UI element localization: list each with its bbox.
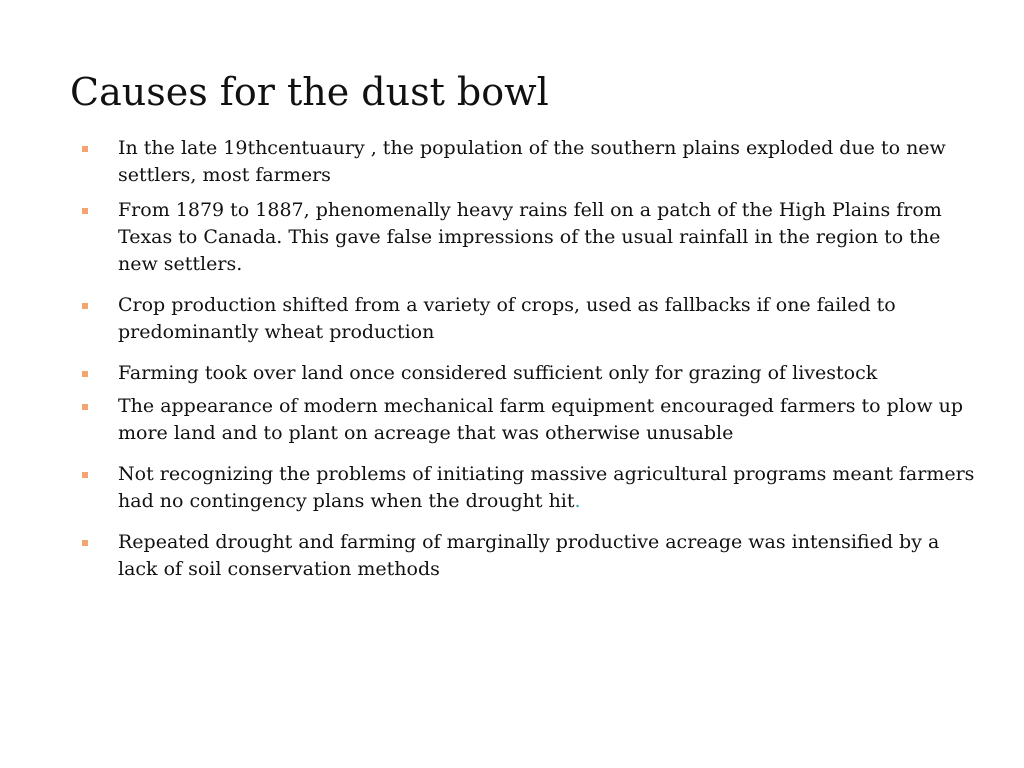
bullet-square-icon [82, 472, 88, 478]
bullet-item [80, 292, 980, 346]
bullet-item [80, 461, 980, 515]
bullet-square-icon [82, 208, 88, 214]
bullet-square-icon [82, 371, 88, 377]
bullet-item [80, 197, 980, 278]
bullet-text: Farming took over land once considered sufficient only for grazing of livestock [118, 362, 878, 384]
bullet-text: In the late 19thcentuaury , the population of the southern plains exploded due to new settlers, most farmers [118, 137, 946, 186]
bullet-item [80, 393, 980, 447]
bullet-square-icon [82, 146, 88, 152]
bullet-item [80, 360, 980, 387]
bullet-square-icon [82, 404, 88, 410]
bullet-trailing-period: . [574, 490, 581, 512]
bullet-square-icon [82, 303, 88, 309]
bullet-item [80, 135, 980, 189]
bullet-text: Repeated drought and farming of marginally productive acreage was intensified by a lack of soil conservation methods [118, 531, 940, 580]
bullet-text: Crop production shifted from a variety of crops, used as fallbacks if one failed to predominantly wheat production [118, 294, 896, 343]
slide-title: Causes for the dust bowl [70, 70, 549, 114]
bullet-text: Not recognizing the problems of initiating massive agricultural programs meant farmers had no contingency plans when the drought hit [118, 463, 975, 512]
bullet-list [80, 135, 980, 583]
bullet-text: The appearance of modern mechanical farm equipment encouraged farmers to plow up more land and to plant on acreage that was otherwise unusable [118, 395, 964, 444]
bullet-text: From 1879 to 1887, phenomenally heavy rains fell on a patch of the High Plains from Texas to Canada. This gave false impressions of the usual rainfall in the region to the new settlers. [118, 199, 942, 275]
bullet-item [80, 529, 980, 583]
bullet-square-icon [82, 540, 88, 546]
